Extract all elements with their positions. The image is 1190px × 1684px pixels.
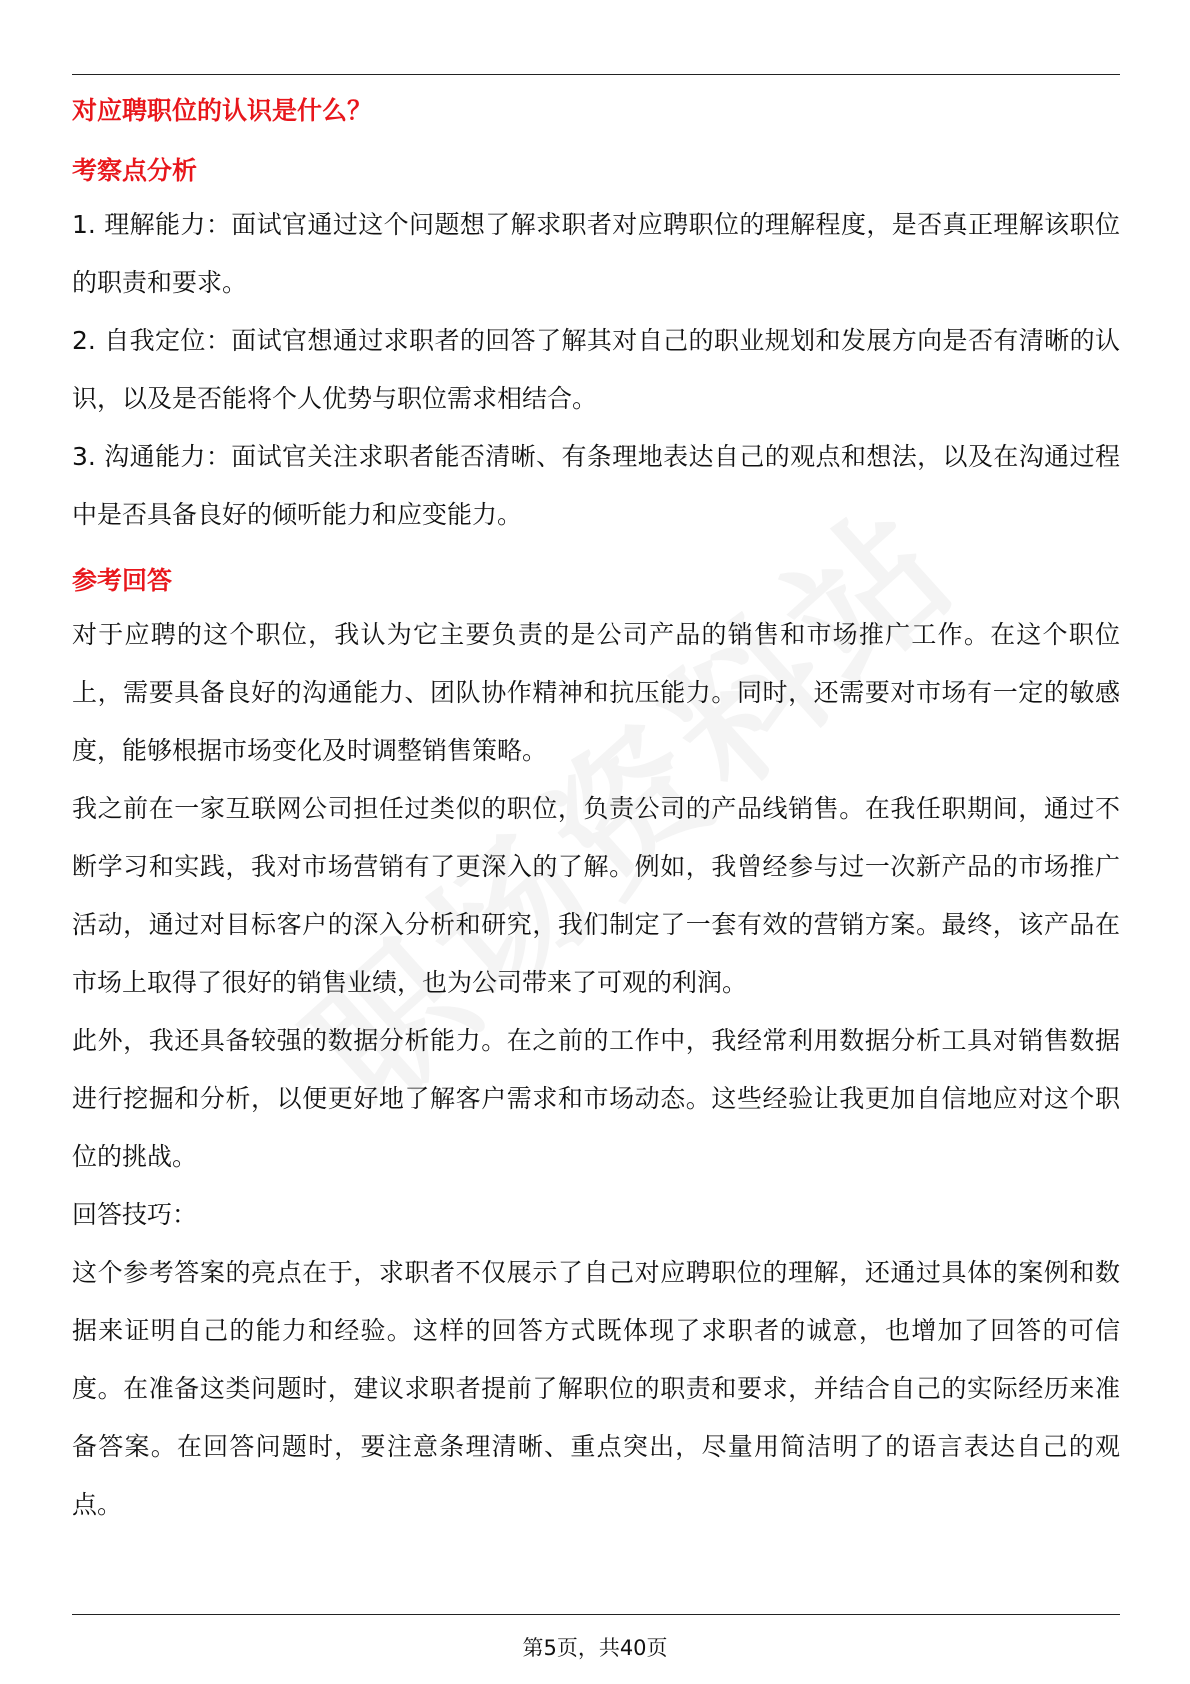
footer-divider [72,1614,1120,1615]
analysis-point: 3. 沟通能力：面试官关注求职者能否清晰、有条理地表达自己的观点和想法，以及在沟通过程中是否具备良好的倾听能力和应变能力。 [72,442,1120,529]
header-divider [72,74,1120,75]
answer-paragraph: 此外，我还具备较强的数据分析能力。在之前的工作中，我经常利用数据分析工具对销售数据进行挖掘和分析，以便更好地了解客户需求和市场动态。这些经验让我更加自信地应对这个职位的挑战。 [72,1026,1120,1171]
document-body [72,88,1120,1534]
page-number: 第5页，共40页 [522,1636,668,1660]
answer-paragraph: 我之前在一家互联网公司担任过类似的职位，负责公司的产品线销售。在我任职期间，通过不断学习和实践，我对市场营销有了更深入的了解。例如，我曾经参与过一次新产品的市场推广活动，通过对目标客户的深入分析和研究，我们制定了一套有效的营销方案。最终，该产品在市场上取得了很好的销售业绩，也为公司带来了可观的利润。 [72,794,1120,997]
analysis-point: 1. 理解能力：面试官通过这个问题想了解求职者对应聘职位的理解程度，是否真正理解该职位的职责和要求。 [72,210,1120,297]
question-title: 对应聘职位的认识是什么？ [72,96,373,125]
answer-tips-label: 回答技巧： [72,1200,198,1229]
analysis-point: 2. 自我定位：面试官想通过求职者的回答了解其对自己的职业规划和发展方向是否有清晰的认识，以及是否能将个人优势与职位需求相结合。 [72,326,1120,413]
answer-paragraph: 对于应聘的这个职位，我认为它主要负责的是公司产品的销售和市场推广工作。在这个职位上，需要具备良好的沟通能力、团队协作精神和抗压能力。同时，还需要对市场有一定的敏感度，能够根据市场变化及时调整销售策略。 [72,620,1120,765]
answer-paragraph: 这个参考答案的亮点在于，求职者不仅展示了自己对应聘职位的理解，还通过具体的案例和数据来证明自己的能力和经验。这样的回答方式既体现了求职者的诚意，也增加了回答的可信度。在准备这类问题时，建议求职者提前了解职位的职责和要求，并结合自己的实际经历来准备答案。在回答问题时，要注意条理清晰、重点突出，尽量用简洁明了的语言表达自己的观点。 [72,1258,1120,1519]
analysis-heading: 考察点分析 [72,156,198,185]
answer-heading: 参考回答 [72,566,173,595]
